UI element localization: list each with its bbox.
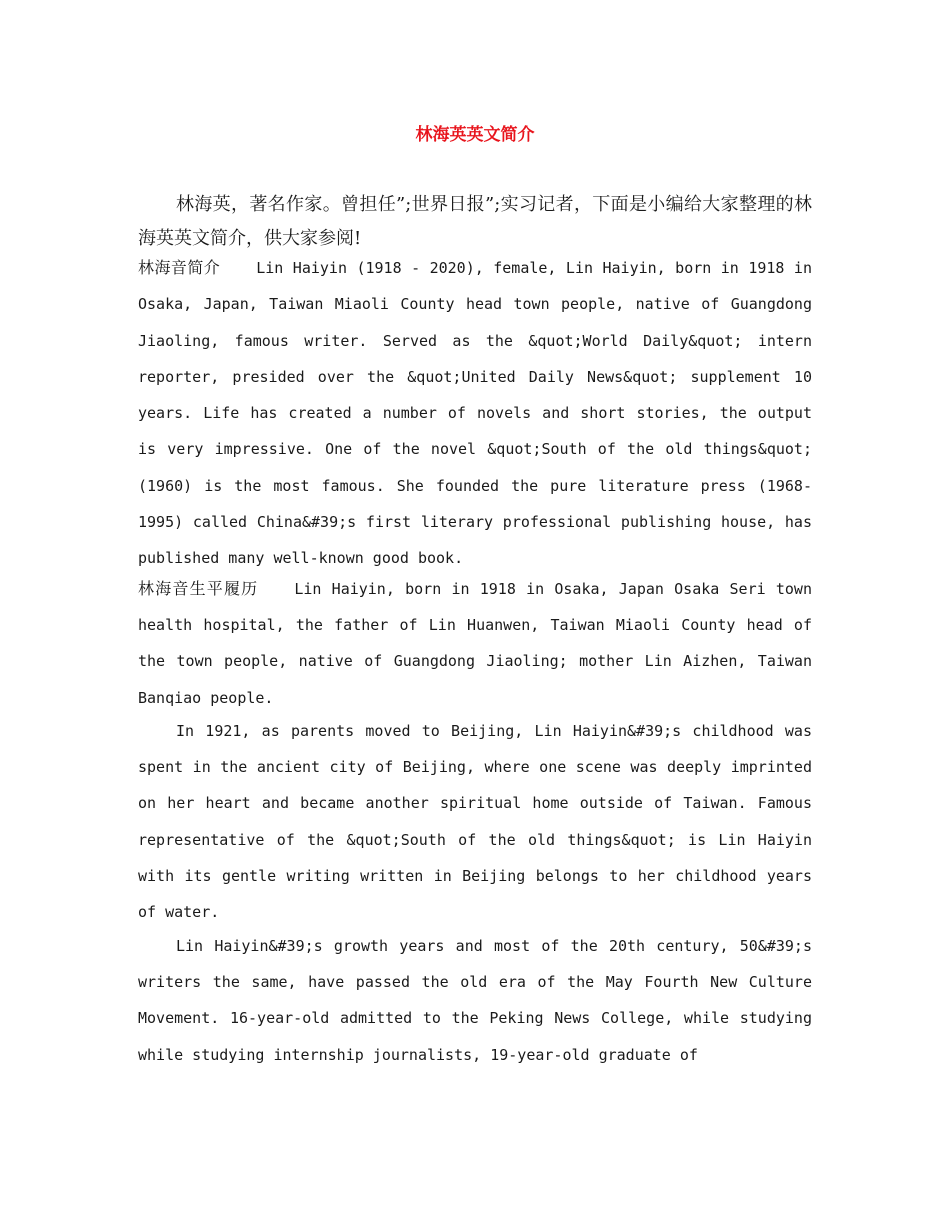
intro-paragraph: 林海英，著名作家。曾担任”;世界日报”;实习记者，下面是小编给大家整理的林海英英文简介，供大家参阅! [138, 194, 812, 249]
section-heading: 林海音生平履历 [138, 578, 259, 598]
section-life-history [138, 571, 812, 716]
document-title: 林海英英文简介 [415, 125, 535, 145]
section-heading: 林海音简介 [138, 258, 221, 277]
section-body: Lin Haiyin (1918 - 2020), female, Lin Haiyin, born in 1918 in Osaka, Japan, Taiwan Miaoli County head town people, native of Guangdong Jiaoling, famous writer. Served as the &quot;World Daily&quot; intern reporter, presided over the &quot;United Daily News&quot; supplement 10 years. Life has created a number of novels and short stories, the output is very impressive. One of the novel &quot;South of the old things&quot; (1960) is the most famous. She founded the pure literature press (1968-1995) called China&#39;s first literary professional publishing house, has published many well-known good book. [138, 259, 812, 568]
section-body: Lin Haiyin, born in 1918 in Osaka, Japan Osaka Seri town health hospital, the father of Lin Huanwen, Taiwan Miaoli County head of the town people, native of Guangdong Jiaoling; mother Lin Aizhen, Taiwan Banqiao people. [138, 579, 812, 707]
document-page [138, 118, 812, 1073]
body-paragraph: In 1921, as parents moved to Beijing, Lin Haiyin&#39;s childhood was spent in the ancient city of Beijing, where one scene was deeply imprinted on her heart and became another spiritual home outside of Taiwan. Famous representative of the &quot;South of the old things&quot; is Lin Haiyin with its gentle writing written in Beijing belongs to her childhood years of water. [138, 721, 812, 922]
section-biography-summary [138, 250, 812, 577]
body-paragraph: Lin Haiyin&#39;s growth years and most of the 20th century, 50&#39;s writers the same, have passed the old era of the May Fourth New Culture Movement. 16-year-old admitted to the Peking News College, while studying while studying internship journalists, 19-year-old graduate of [138, 936, 812, 1064]
